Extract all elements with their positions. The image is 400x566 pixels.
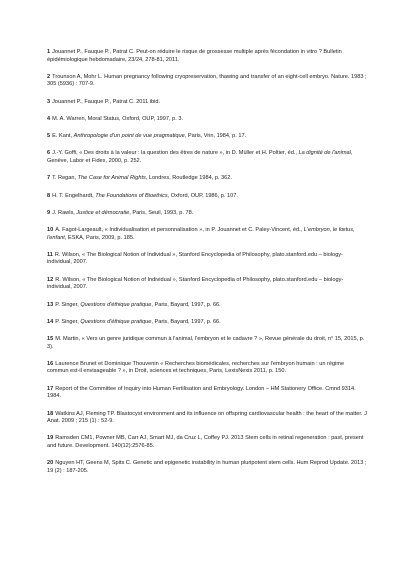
endnote-text-end: , ESKA, Paris, 2009, p. 185. (64, 234, 135, 241)
endnote-title: The Foundations of Bioethics (95, 192, 168, 199)
endnote-number: 5 (47, 133, 51, 140)
endnote-title: La dignité de l'animal (298, 150, 351, 157)
endnote-text: Jouannet P., Fauque P., Patrat C. 2011 ibid. (52, 98, 161, 105)
endnote-title: Anthropologie d'un point de vue pragmatique (73, 133, 185, 140)
endnote-text: Jouannet P., Fauque P., Patrat C. Peut-on réduire le risque de grossesse multiple après fécondation in vitro ? Bulletin épidémiologique hebdomadaire, 23/24, 278-81, 2011. (47, 49, 342, 63)
endnote-text-end: , Paris, Bayard, 1997, p. 66. (151, 318, 221, 325)
endnote (47, 277, 367, 292)
endnote-number: 15 (47, 336, 54, 343)
endnote-text: P. Singer, (55, 318, 81, 325)
endnote-number: 16 (47, 360, 54, 367)
endnote-text: P. Singer, (55, 301, 81, 308)
endnote-number: 13 (47, 301, 54, 308)
endnote (47, 361, 367, 376)
endnote (47, 133, 367, 141)
endnote-text-end: , Oxford, OUP, 1986, p. 107. (167, 192, 238, 199)
endnote-number: 12 (47, 276, 54, 283)
endnote-text: M. Martin, « Vers un genre juridique commun à l'animal, l'embryon et le cadavre ? », Revue générale du droit, n° 15, 2015, p. 3). (47, 336, 365, 350)
endnote-text-end: , Genève, Labor et Fides, 2000, p. 252. (47, 150, 353, 164)
endnote-number: 19 (47, 435, 54, 442)
endnote (47, 74, 367, 89)
endnote-text: R. Wilson, « The Biological Notion of Individual », Stanford Encyclopedia of Philosophy, plato.stanford.edu – biology-individual, 2007. (47, 276, 344, 291)
endnote-text-end: , Paris, Vrin, 1984, p. 17. (184, 133, 247, 140)
endnote-number: 2 (47, 73, 51, 80)
endnote-number: 10 (47, 227, 54, 234)
endnote-text: Nguyen HT, Geens M, Spits C. Genetic and epigenetic instability in human pluripotent stem cells. Hum Reprod Update. 2013 ; 19 (2) : 187-205. (47, 460, 367, 474)
endnote-text: Report of the Committee of Inquiry into Human Fertilisation and Embryology. London – HM Stationery Office. Cmnd 9314. 1984. (47, 385, 356, 400)
endnote (47, 227, 367, 242)
endnote (47, 99, 367, 107)
endnote-number: 7 (47, 175, 51, 182)
endnote-number: 8 (47, 192, 51, 199)
endnote-number: 3 (47, 98, 51, 105)
endnote-text-end: , Paris, Seuil, 1993, p. 78. (129, 209, 194, 216)
endnote-text: Laurence Brunet et Dominique Thouvenin « Recherches biomédicales, recherches sur l'embryon humain : un régime commun est-il envisageable ? », in Droit, sciences et techniques, Paris, LexisNexis 2011, p. 150. (47, 360, 345, 375)
endnote-text-end: , Paris, Bayard, 1997, p. 66. (151, 301, 221, 308)
endnote-number: 9 (47, 209, 51, 216)
endnote (47, 386, 367, 401)
endnote-text: R. Wilson, « The Biological Notion of Individual », Stanford Encyclopedia of Philosophy, plato.stanford.edu – biology-individual, 2007. (47, 251, 343, 266)
endnote-number: 18 (47, 410, 54, 417)
endnote-number: 11 (47, 251, 53, 258)
endnote (47, 411, 367, 426)
endnote (47, 336, 367, 351)
endnote-title: The Case for Animal Rights (77, 175, 146, 182)
endnote (47, 210, 367, 218)
endnote (47, 150, 367, 165)
endnote (47, 435, 367, 450)
endnote-title: L'embryon, le fœtus, l'enfant (47, 227, 355, 241)
endnote-number: 6 (47, 150, 51, 157)
endnote (47, 252, 367, 267)
endnote (47, 460, 367, 475)
endnote-number: 20 (47, 460, 54, 467)
endnotes-list (47, 49, 367, 485)
endnote-number: 17 (47, 385, 54, 392)
endnote-text: A. Fagot-Largeault, « Individualisation et personnalisation », in P. Jouannet et C. Paley-Vincent, éd., (55, 227, 304, 234)
endnote-text: Trounson A, Mohr L. Human pregnancy following cryopreservation, thawing and transfer of an eight-cell embryo. Nature. 1983 ; 305 (5936) : 707-9. (47, 73, 367, 88)
endnote-text: H. T. Engelhardt, (52, 192, 96, 199)
endnote-text: Ramsden CM1, Powner MB, Carr AJ, Smart MJ, da Cruz L, Coffey PJ. 2013 Stem cells in retinal regeneration : past, present and future. Development. 140(12):2576-85. (47, 435, 364, 449)
endnote-text: T. Regan, (52, 175, 78, 182)
endnote-text: Watkins AJ, Fleming TP. Blastocyst environment and its influence on offspring cardiovascular health : the heart of the matter. J Anat. 2009 ; 215 (1) : 52-9. (47, 410, 367, 425)
endnote-title: Justice et démocratie (76, 209, 130, 216)
endnote-number: 14 (47, 318, 54, 325)
endnote-text: J.-Y. Goffi, « Des droits à la valeur : la question des êtres de nature », in D. Müller et H. Poltier, éd., (52, 150, 299, 157)
endnote-text: E. Kant, (52, 133, 74, 140)
endnote (47, 49, 367, 64)
endnote (47, 116, 367, 124)
endnote-text: M. A. Warren, Moral Status, Oxford, OUP, 1997, p. 3. (52, 115, 184, 122)
endnote-title: Questions d'éthique pratique (80, 301, 152, 308)
endnote (47, 319, 367, 327)
endnote (47, 193, 367, 201)
endnote-text: J. Rawls, (52, 209, 77, 216)
endnote-title: Questions d'éthique pratique (80, 318, 152, 325)
endnote-number: 1 (47, 49, 51, 55)
endnote-text-end: , Londres, Routledge 1984, p. 362. (145, 175, 232, 182)
endnote-number: 4 (47, 115, 51, 122)
endnote (47, 302, 367, 310)
endnote (47, 175, 367, 183)
